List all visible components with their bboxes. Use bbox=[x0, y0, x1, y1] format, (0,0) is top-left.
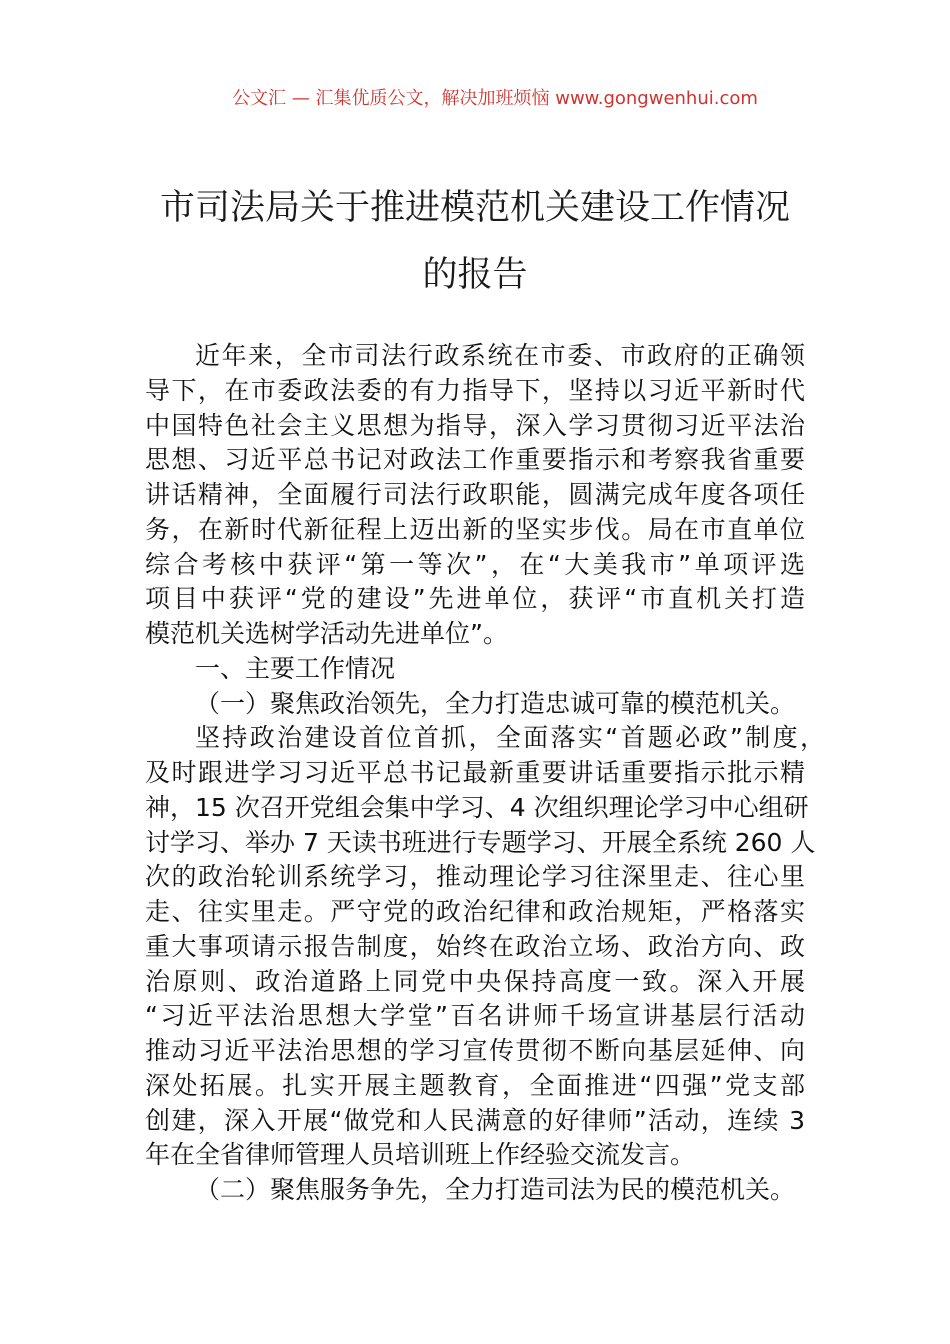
paragraph-line: 中国特色社会主义思想为指导，深入学习贯彻习近平法治 bbox=[145, 410, 805, 440]
paragraph-line: 年在全省律师管理人员培训班上作经验交流发言。 bbox=[145, 1140, 696, 1170]
paragraph-line: 近年来，全市司法行政系统在市委、市政府的正确领 bbox=[195, 341, 805, 370]
paragraph-line: 项目中获评“党的建设”先进单位，获评“市直机关打造 bbox=[145, 584, 805, 614]
paragraph-line: 创建，深入开展“做党和人民满意的好律师”活动，连续 3 bbox=[145, 1105, 805, 1135]
paragraph-line: 模范机关选树学活动先进单位”。 bbox=[145, 619, 508, 648]
paragraph-line: 次的政治轮训系统学习，推动理论学习往深里走、往心里 bbox=[145, 862, 805, 892]
paragraph bbox=[145, 687, 805, 722]
paragraph-line: “习近平法治思想大学堂”百名讲师千场宣讲基层行活动 bbox=[145, 1001, 805, 1031]
document-title-line-1: 市司法局关于推进模范机关建设工作情况 bbox=[159, 188, 790, 228]
paragraph-line: 综合考核中获评“第一等次”，在“大美我市”单项评选 bbox=[145, 549, 805, 579]
watermark-header: 公文汇 — 汇集优质公文，解决加班烦恼 www.gongwenhui.com bbox=[232, 88, 758, 109]
paragraph bbox=[145, 652, 805, 687]
paragraph-line: 及时跟进学习习近平总书记最新重要讲话重要指示批示精 bbox=[145, 758, 805, 787]
paragraph-line: 神，15 次召开党组会集中学习、4 次组织理论学习中心组研 bbox=[145, 792, 809, 822]
paragraph-line: 重大事项请示报告制度，始终在政治立场、政治方向、政 bbox=[145, 931, 805, 961]
paragraph-line: 推动习近平法治思想的学习宣传贯彻不断向基层延伸、向 bbox=[145, 1036, 805, 1065]
document-title-line-2: 的报告 bbox=[422, 255, 528, 295]
paragraph bbox=[145, 1173, 805, 1208]
paragraph-line: 坚持政治建设首位首抓，全面落实“首题必政”制度， bbox=[195, 723, 825, 753]
paragraph-line: 治原则、政治道路上同党中央保持高度一致。深入开展 bbox=[145, 966, 805, 996]
paragraph-line: （二）聚焦服务争先，全力打造司法为民的模范机关。 bbox=[195, 1175, 796, 1204]
paragraph bbox=[145, 721, 825, 1173]
paragraph bbox=[145, 339, 805, 652]
paragraph-line: 务，在新时代新征程上迈出新的坚实步伐。局在市直单位 bbox=[145, 514, 805, 544]
paragraph-line: 思想、习近平总书记对政法工作重要指示和考察我省重要 bbox=[145, 445, 805, 475]
paragraph-line: 讨学习、举办 7 天读书班进行专题学习、开展全系统 260 人 bbox=[145, 827, 816, 857]
document-body bbox=[145, 339, 825, 1208]
paragraph-line: 导下，在市委政法委的有力指导下，坚持以习近平新时代 bbox=[145, 375, 805, 405]
paragraph-line: （一）聚焦政治领先，全力打造忠诚可靠的模范机关。 bbox=[195, 688, 796, 718]
paragraph-line: 讲话精神，全面履行司法行政职能，圆满完成年度各项任 bbox=[145, 480, 805, 509]
paragraph-line: 一、主要工作情况 bbox=[195, 653, 396, 683]
paragraph-line: 走、往实里走。严守党的政治纪律和政治规矩，严格落实 bbox=[145, 897, 805, 926]
paragraph-line: 深处拓展。扎实开展主题教育，全面推进“四强”党支部 bbox=[145, 1070, 805, 1100]
